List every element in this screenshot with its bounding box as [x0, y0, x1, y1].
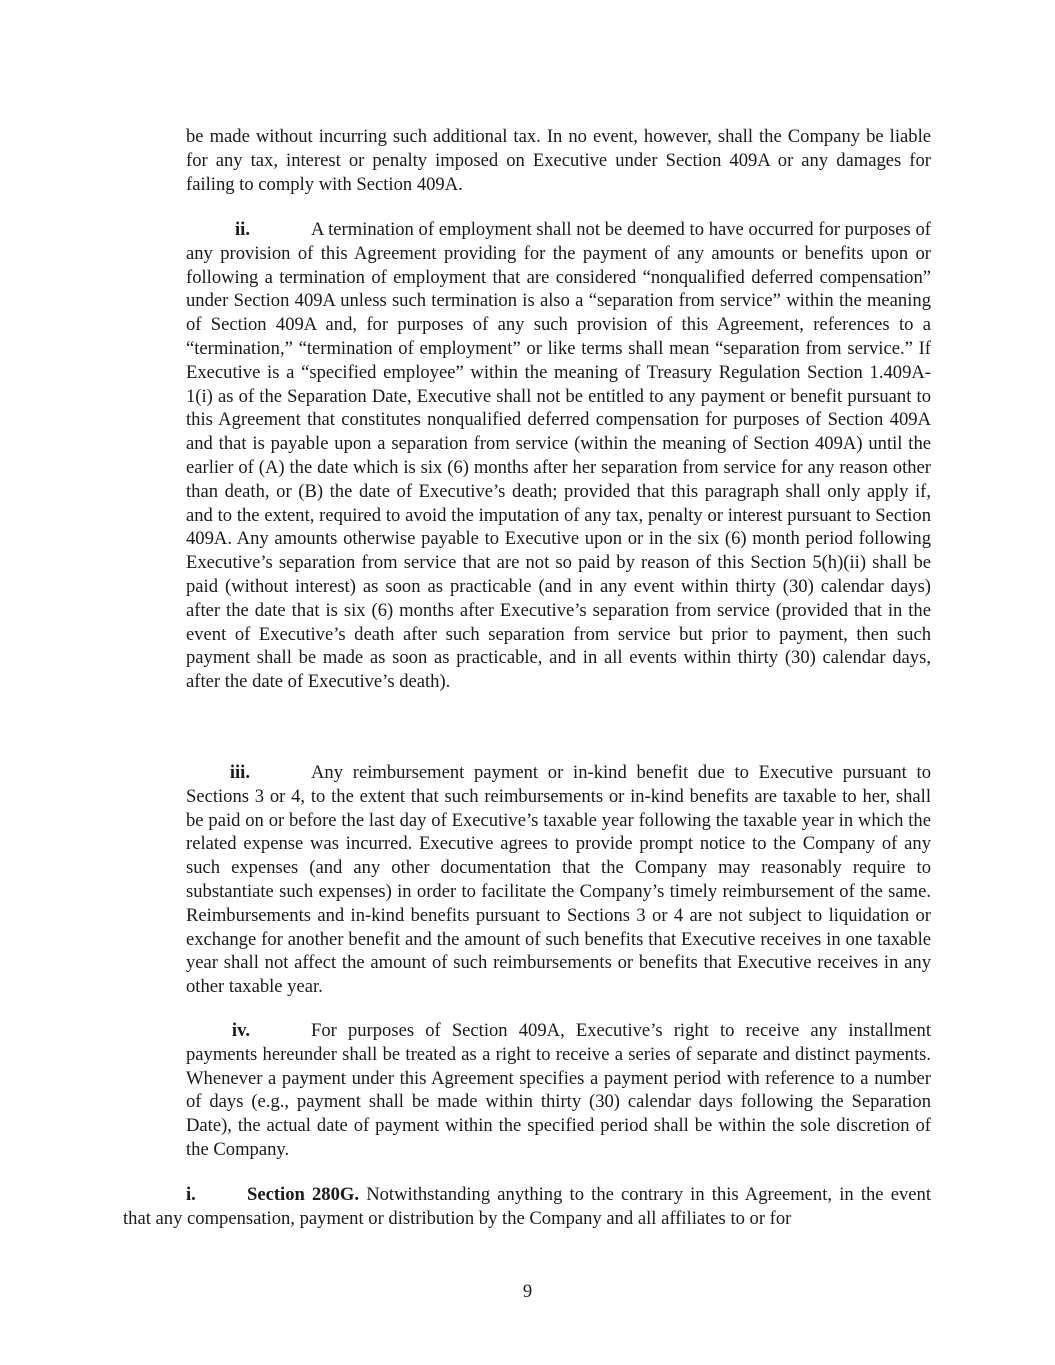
- paragraph-ii: [186, 218, 931, 694]
- paragraph-iv-label: iv.: [231, 1020, 250, 1041]
- paragraph-iv-text: For purposes of Section 409A, Executive’s right to receive any installment payments hereunder shall be treated as a right to receive a series of separate and distinct payments. Whenever a payment under this Agreement specifies a payment period with reference to a number of days (e.g., payment shall be made within thirty (30) calendar days following the Separation Date), the actual date of payment within the specified period shall be within the sole discretion of the Company.: [186, 1020, 931, 1160]
- paragraph-iv: [186, 1019, 931, 1162]
- paragraph-iii-text: Any reimbursement payment or in-kind benefit due to Executive pursuant to Sections 3 or 4, to the extent that such reimbursements or in-kind benefits are taxable to her, shall be paid on or before the last day of Executive’s taxable year following the taxable year in which the related expense was incurred. Executive agrees to provide prompt notice to the Company of any such expenses (and any other documentation that the Company may reasonably require to substantiate such expenses) in order to facilitate the Company’s timely reimbursement of the same. Reimbursements and in-kind benefits pursuant to Sections 3 or 4 are not subject to liquidation or exchange for another benefit and the amount of such benefits that Executive receives in one taxable year shall not affect the amount of such reimbursements or benefits that Executive receives in any other taxable year.: [186, 762, 931, 998]
- paragraph-ii-label: ii.: [235, 219, 250, 240]
- paragraph-iii-label: iii.: [229, 762, 250, 783]
- section-280g-paragraph: [123, 1183, 931, 1231]
- section-280g-heading: Section 280G.: [247, 1184, 360, 1205]
- paragraph-ii-text: A termination of employment shall not be deemed to have occurred for purposes of any provision of this Agreement providing for the payment of any amounts or benefits upon or following a termination of employment that are considered “nonqualified deferred compensation” under Section 409A unless such termination is also a “separation from service” within the meaning of Section 409A and, for purposes of any such provision of this Agreement, references to a “termination,” “termination of employment” or like terms shall mean “separation from service.” If Executive is a “specified employee” within the meaning of Treasury Regulation Section 1.409A-1(i) as of the Separation Date, Executive shall not be entitled to any payment or benefit pursuant to this Agreement that constitutes nonqualified deferred compensation for purposes of Section 409A and that is payable upon a separation from service (within the meaning of Section 409A) until the earlier of (A) the date which is six (6) months after her separation from service for any reason other than death, or (B) the date of Executive’s death; provided that this paragraph shall only apply if, and to the extent, required to avoid the imputation of any tax, penalty or interest pursuant to Section 409A. Any amounts otherwise payable to Executive upon or in the six (6) month period following Executive’s separation from service that are not so paid by reason of this Section 5(h)(ii) shall be paid (without interest) as soon as practicable (and in any event within thirty (30) calendar days) after the date that is six (6) months after Executive’s separation from service (provided that in the event of Executive’s death after such separation from service but prior to payment, then such payment shall be made as soon as practicable, and in all events within thirty (30) calendar days, after the date of Executive’s death).: [186, 219, 931, 693]
- paragraph-continuation: be made without incurring such additional tax. In no event, however, shall the Company be liable for any tax, interest or penalty imposed on Executive under Section 409A or any damages for failing to comply with Section 409A.: [186, 126, 931, 195]
- page-number: 9: [522, 1281, 533, 1302]
- section-i-label: i.: [186, 1184, 196, 1205]
- paragraph-iii: [186, 761, 931, 999]
- section-280g-text: Notwithstanding anything to the contrary in this Agreement, in the event that any compensation, payment or distribution by the Company and all affiliates to or for: [123, 1184, 931, 1229]
